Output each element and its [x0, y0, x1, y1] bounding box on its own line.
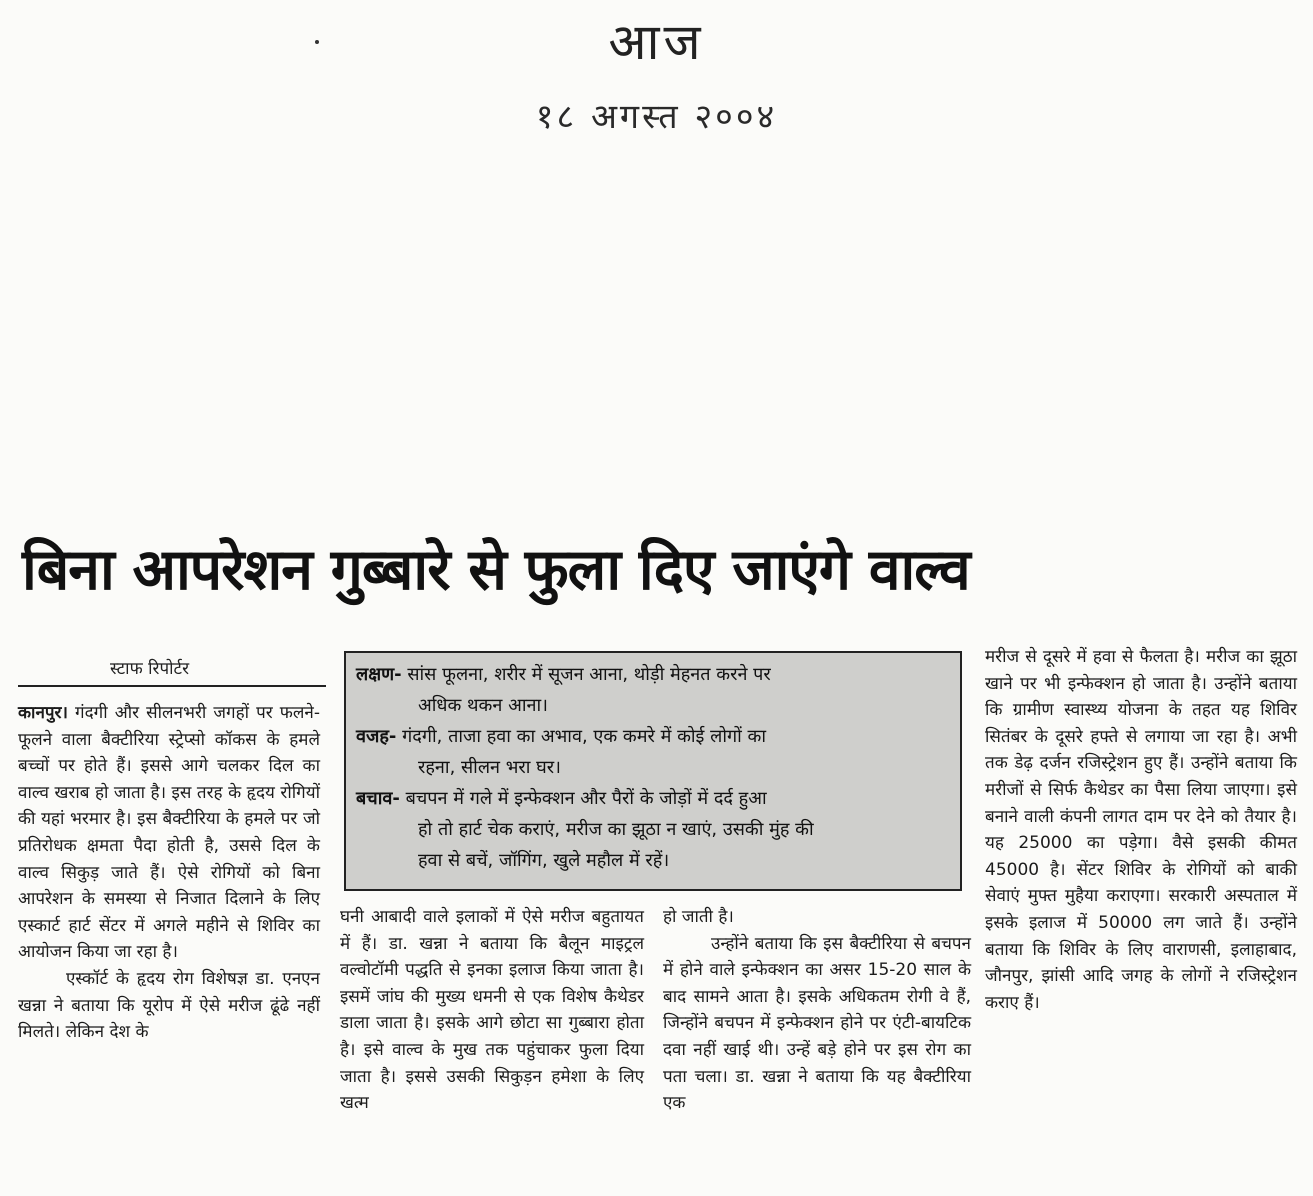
article-headline: बिना आपरेशन गुब्बारे से फुला दिए जाएंगे वाल्व — [22, 537, 970, 603]
cause-row — [356, 721, 950, 752]
article-column-1 — [18, 700, 320, 1046]
paragraph: उन्होंने बताया कि इस बैक्टीरिया से बचपन में होने वाले इन्फेक्शन का असर 15-20 साल के बाद सामने आता है। इसके अधिकतम रोगी वे हैं, जिन्होंने बचपन में इन्फेक्शन होने पर एंटी-बायटिक दवा नहीं खाई थी। उन्हें बड़े होने पर इस रोग का पता चला। डा. खन्ना ने बताया कि यह बैक्टीरिया एक — [663, 933, 971, 1114]
symptoms-label: लक्षण- — [356, 664, 402, 685]
byline-divider — [18, 685, 326, 687]
prevention-row-cont: हवा से बचें, जॉगिंग, खुले महौल में रहें। — [418, 850, 670, 871]
dateline: कानपुर। — [18, 703, 68, 723]
print-speck — [315, 40, 319, 44]
paragraph: मरीज से दूसरे में हवा से फैलता है। मरीज का झूठा खाने पर भी इन्फेक्शन हो जाता है। उन्होंने बताया कि ग्रामीण स्वास्थ्य योजना के तहत यह शिविर सितंबर के दूसरे हफ्ते से लगाया जा रहा है। अभी तक डेढ़ दर्जन रजिस्ट्रेशन हुए हैं। उन्होंने बताया कि मरीजों से सिर्फ कैथेडर का पैसा लिया जाएगा। इसे बनाने वाली कंपनी लागत दाम पर देने को तैयार है। यह 25000 का पड़ेगा। वैसे इसकी कीमत 45000 है। सेंटर शिविर के रोगियों को बाकी सेवाएं मुफ्त मुहैया कराएगा। सरकारी अस्पताल में इसके इलाज में 50000 लग जाते हैं। उन्होंने बताया कि शिविर के लिए वाराणसी, इलाहाबाद, जौनपुर, झांसी आदि जगह के लोगों ने रजिस्ट्रेशन कराए हैं। — [985, 647, 1297, 1013]
publication-date: १८ अगस्त २००४ — [535, 97, 778, 137]
paragraph: घनी आबादी वाले इलाकों में ऐसे मरीज बहुतायत में हैं। डा. खन्ना ने बताया कि बैलून माइट्रल वल्वोटॉमी पद्धति से इनका इलाज किया जाता है। इसमें जांघ की मुख्य धमनी से एक विशेष कैथेडर डाला जाता है। इसके आगे छोटा सा गुब्बारा होता है। इसे वाल्व के मुख तक पहुंचाकर फुला दिया जाता है। इससे उसकी सिकुड़न हमेशा के लिए खत्म — [340, 907, 644, 1114]
cause-text: गंदगी, ताजा हवा का अभाव, एक कमरे में कोई लोगों का — [402, 726, 766, 747]
byline: स्टाफ रिपोर्टर — [110, 659, 190, 679]
article-column-3 — [663, 904, 971, 1117]
symptoms-row — [356, 659, 950, 690]
prevention-label: बचाव- — [356, 788, 400, 809]
prevention-row — [356, 783, 950, 814]
newspaper-masthead: आज — [608, 13, 705, 71]
symptoms-text: सांस फूलना, शरीर में सूजन आना, थोड़ी मेहनत करने पर — [407, 664, 771, 685]
article-column-4 — [985, 644, 1297, 1016]
symptoms-row-cont: अधिक थकन आना। — [418, 695, 548, 716]
paragraph — [18, 700, 320, 966]
cause-row-cont: रहना, सीलन भरा घर। — [418, 757, 561, 778]
prevention-row-cont: हो तो हार्ट चेक कराएं, मरीज का झूठा न खाएं, उसकी मुंह की — [418, 819, 814, 840]
prevention-text: बचपन में गले में इन्फेक्शन और पैरों के जोड़ों में दर्द हुआ — [405, 788, 767, 809]
paragraph: हो जाती है। — [663, 907, 734, 927]
cause-label: वजह- — [356, 726, 397, 747]
article-column-2 — [340, 904, 644, 1117]
info-box — [344, 651, 962, 891]
paragraph-text: गंदगी और सीलनभरी जगहों पर फलने-फूलने वाला बैक्टीरिया स्ट्रेप्सो कॉकस के हमले बच्चों पर होते हैं। इससे आगे चलकर दिल का वाल्व खराब हो जाता है। इस तरह के हृदय रोगियों की यहां भरमार है। इस बैक्टीरिया के हमले पर जो प्रतिरोधक क्षमता पैदा होती है, उससे दिल के वाल्व सिकुड़ जाते हैं। ऐसे रोगियों को बिना आपरेशन के समस्या से निजात दिलाने के लिए एस्कार्ट हार्ट सेंटर में अगले महीने से शिविर का आयोजन किया जा रहा है। — [18, 703, 320, 963]
paragraph: एस्कॉर्ट के हृदय रोग विशेषज्ञ डा. एनएन खन्ना ने बताया कि यूरोप में ऐसे मरीज ढूंढे नहीं मिलते। लेकिन देश के — [18, 968, 320, 1043]
